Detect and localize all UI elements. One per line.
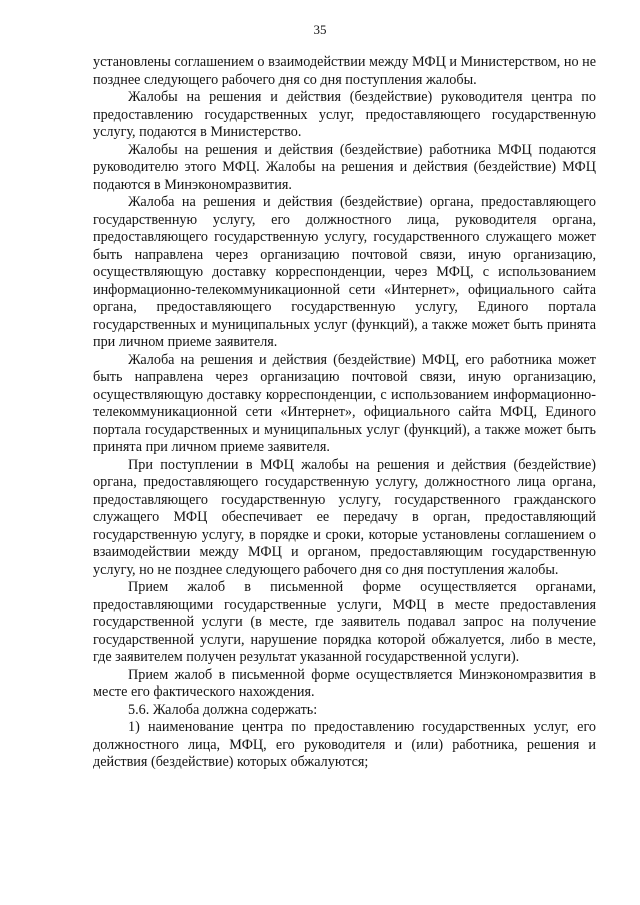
document-body — [93, 54, 596, 772]
paragraph: Жалобы на решения и действия (бездействие) руководителя центра по предоставлению государственных услуг, предоставляющего государственную услугу, подаются в Министерство. — [93, 89, 596, 140]
paragraph: Жалоба на решения и действия (бездействие) МФЦ, его работника может быть направлена через организацию почтовой связи, иную организацию, осуществляющую доставку корреспонденции, с использованием информационно-телекоммуникационной сети «Интернет», официального сайта МФЦ, Единого портала государственных и муниципальных услуг (функций), а также может быть принята при личном приеме заявителя. — [93, 351, 596, 455]
paragraph: Жалоба на решения и действия (бездействие) органа, предоставляющего государственную услугу, его должностного лица, руководителя органа, предоставляющего государственную услугу, государственного служащего может быть направлена через организацию почтовой связи, иную организацию, осуществляющую доставку корреспонденции, через МФЦ, с использованием информационно-телекоммуникационной сети «Интернет», официального сайта органа, предоставляющего государственную услугу, Единого портала государственных и муниципальных услуг (функций), а также может быть принята при личном приеме заявителя. — [93, 194, 596, 350]
page-number: 35 — [313, 22, 327, 37]
paragraph: установлены соглашением о взаимодействии между МФЦ и Министерством, но не позднее следующего рабочего дня со дня поступления жалобы. — [93, 54, 596, 88]
paragraph: Прием жалоб в письменной форме осуществляется Минэкономразвития в месте его фактического нахождения. — [93, 666, 596, 700]
section-heading: 5.6. Жалоба должна содержать: — [128, 701, 318, 718]
paragraph: При поступлении в МФЦ жалобы на решения и действия (бездействие) органа, предоставляющего государственную услугу, должностного лица органа, предоставляющего государственную услугу, государственного гражданского служащего МФЦ обеспечивает ее передачу в орган, предоставляющий государственную услугу, в порядке и сроки, которые установлены соглашением о взаимодействии между МФЦ и органом, предоставляющим государственную услугу, но не позднее следующего рабочего дня со дня поступления жалобы. — [93, 456, 596, 578]
paragraph: Прием жалоб в письменной форме осуществляется органами, предоставляющими государственные услуги, МФЦ в месте предоставления государственной услуги (в месте, где заявитель подавал запрос на получение государственной услуги, нарушение порядка которой обжалуется, либо в месте, где заявителем получен результат указанной государственной услуги). — [93, 579, 596, 665]
paragraph: Жалобы на решения и действия (бездействие) работника МФЦ подаются руководителю этого МФЦ. Жалобы на решения и действия (бездействие) МФЦ подаются в Минэкономразвития. — [93, 141, 596, 193]
list-item: 1) наименование центра по предоставлению государственных услуг, его должностного лица, МФЦ, его руководителя и (или) работника, решения и действия (бездействие) которых обжалуются; — [93, 719, 596, 770]
